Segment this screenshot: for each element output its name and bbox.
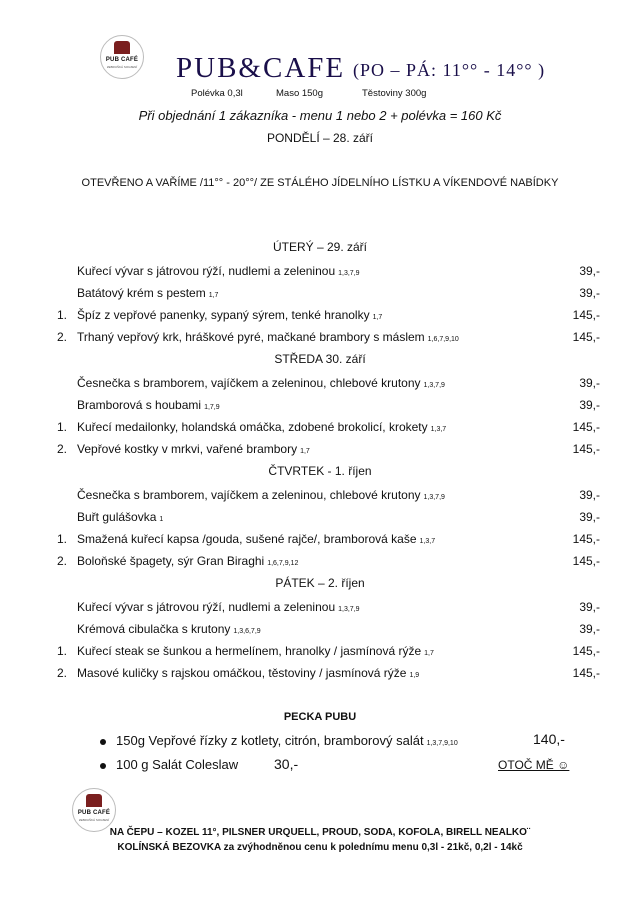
menu-row <box>0 666 640 684</box>
allergens: 1,6,7,9,12 <box>267 560 299 567</box>
item-price: 39,- <box>579 600 600 614</box>
allergens: 1,9 <box>409 672 420 679</box>
menu-row <box>0 398 640 416</box>
item-name-wrap <box>77 420 446 434</box>
item-name: Smažená kuřecí kapsa /gouda, sušené rajče/, bramborová kaše <box>77 532 417 546</box>
menu-row <box>0 554 640 572</box>
menu-row <box>0 532 640 550</box>
item-number: 1. <box>57 644 68 658</box>
item-number: 2. <box>57 442 68 456</box>
item-price: 145,- <box>572 420 600 434</box>
logo-subtext: ZEBRUŠKÁ SOUZENÍ <box>106 65 138 69</box>
pecka-item <box>100 733 458 748</box>
opening-hours: (PO – PÁ: 11°° - 14°° ) <box>353 60 546 80</box>
size-soup: Polévka 0,3l <box>191 88 243 99</box>
menu-row <box>0 600 640 618</box>
item-name-wrap <box>77 398 220 412</box>
item-name-wrap <box>77 510 163 524</box>
item-price: 145,- <box>572 330 600 344</box>
allergens: 1,7 <box>372 314 383 321</box>
item-name-wrap <box>77 666 419 680</box>
menu-offer: Při objednání 1 zákazníka - menu 1 nebo 2 + polévka = 160 Kč <box>138 108 502 123</box>
menu-row <box>0 376 640 394</box>
bullet-icon <box>100 739 106 745</box>
allergens: 1,3,7,9,10 <box>426 740 458 747</box>
size-pasta: Těstoviny 300g <box>362 88 427 99</box>
page-title: PUB&CAFE <box>176 52 346 84</box>
item-number: 1. <box>57 420 68 434</box>
menu-row <box>0 308 640 326</box>
menu-row <box>0 644 640 662</box>
item-name-wrap <box>77 442 310 456</box>
item-name: Buřt gulášovka <box>77 510 157 524</box>
item-price: 145,- <box>572 308 600 322</box>
item-name-wrap <box>77 264 360 278</box>
item-name: Kuřecí vývar s játrovou rýží, nudlemi a zeleninou <box>77 264 336 278</box>
item-number: 2. <box>57 330 68 344</box>
logo-top <box>100 35 144 79</box>
menu-row <box>0 442 640 460</box>
item-price: 39,- <box>579 376 600 390</box>
bullet-icon <box>100 763 106 769</box>
item-name: Kuřecí medailonky, holandská omáčka, zdobené brokolicí, krokety <box>77 420 428 434</box>
menu-row <box>0 420 640 438</box>
item-name: Česnečka s bramborem, vajíčkem a zeleninou, chlebové krutony <box>77 488 421 502</box>
allergens: 1,7 <box>424 650 434 657</box>
allergens: 1,7,9 <box>204 404 220 411</box>
item-name-wrap <box>77 286 218 300</box>
day-monday: PONDĚLÍ – 28. září <box>266 131 374 145</box>
item-name: Česnečka s bramborem, vajíčkem a zeleninou, chlebové krutony <box>77 376 421 390</box>
footer-line-1: NA ČEPU – KOZEL 11°, PILSNER URQUELL, PROUD, SODA, KOFOLA, BIRELL NEALKO¨ <box>109 827 531 838</box>
item-price: 39,- <box>579 398 600 412</box>
footer-line-2: KOLÍNSKÁ BEZOVKA za zvýhodněnou cenu k polednímu menu 0,3l - 21kč, 0,2l - 14kč <box>117 842 523 853</box>
logo-house-icon <box>114 41 130 54</box>
menu-row <box>0 510 640 528</box>
item-name-wrap <box>77 308 382 322</box>
day-title: ÚTERÝ – 29. září <box>272 240 368 254</box>
item-name-wrap <box>77 600 360 614</box>
item-price: 145,- <box>572 644 600 658</box>
menu-row <box>0 622 640 640</box>
item-name-wrap <box>77 488 445 502</box>
item-name: Boloňské špagety, sýr Gran Biraghi <box>77 554 265 568</box>
day-title: PÁTEK – 2. říjen <box>275 576 365 590</box>
item-price: 145,- <box>572 666 600 680</box>
item-name: Kuřecí steak se šunkou a hermelínem, hranolky / jasmínová rýže <box>77 644 422 658</box>
allergens: 1,6,7,9,10 <box>427 336 459 343</box>
allergens: 1,3,7 <box>419 538 436 545</box>
item-price: 39,- <box>579 264 600 278</box>
item-name-wrap <box>77 644 434 658</box>
item-price: 145,- <box>572 532 600 546</box>
item-price: 39,- <box>579 510 600 524</box>
item-name: Špíz z vepřové panenky, sypaný sýrem, tenké hranolky <box>77 308 370 322</box>
allergens: 1,3,7,9 <box>423 382 445 389</box>
item-price: 39,- <box>579 286 600 300</box>
item-name-wrap <box>77 622 261 636</box>
pecka-item-price: 140,- <box>533 731 565 747</box>
day-title: ČTVRTEK - 1. říjen <box>268 464 372 478</box>
pecka-item-name: 100 g Salát Coleslaw <box>116 757 239 772</box>
pecka-item <box>100 757 238 772</box>
allergens: 1,7 <box>208 292 219 299</box>
open-note: OTEVŘENO A VAŘÍME /11°° - 20°°/ ZE STÁLÉHO JÍDELNÍHO LÍSTKU A VÍKENDOVÉ NABÍDKY <box>81 177 559 189</box>
item-name-wrap <box>77 554 298 568</box>
menu-row <box>0 286 640 304</box>
pecka-item-name: 150g Vepřové řízky z kotlety, citrón, bramborový salát <box>116 733 424 748</box>
size-meat: Maso 150g <box>276 88 324 99</box>
allergens: 1,3,7,9 <box>338 270 360 277</box>
item-name: Batátový krém s pestem <box>77 286 206 300</box>
logo-text: PUB CAFÉ <box>77 810 111 816</box>
logo-bottom <box>72 788 116 832</box>
item-name-wrap <box>77 532 435 546</box>
allergens: 1,3,7,9 <box>338 606 360 613</box>
allergens: 1 <box>159 516 164 523</box>
item-name: Kuřecí vývar s játrovou rýží, nudlemi a zeleninou <box>77 600 336 614</box>
menu-row <box>0 264 640 282</box>
item-name-wrap <box>77 330 459 344</box>
item-name: Bramborová s houbami <box>77 398 202 412</box>
menu-row <box>0 488 640 506</box>
allergens: 1,3,7,9 <box>423 494 445 501</box>
item-price: 39,- <box>579 622 600 636</box>
item-number: 2. <box>57 554 68 568</box>
pecka-item-price: 30,- <box>274 756 299 772</box>
allergens: 1,3,7 <box>430 426 447 433</box>
item-number: 1. <box>57 308 68 322</box>
logo-subtext: ZEBRUŠKÁ SOUZENÍ <box>78 818 110 822</box>
allergens: 1,7 <box>300 448 310 455</box>
turn-over-link: OTOČ MĚ ☺ <box>498 758 570 772</box>
item-price: 145,- <box>572 442 600 456</box>
item-number: 2. <box>57 666 68 680</box>
logo-text: PUB CAFÉ <box>105 57 139 63</box>
item-name: Trhaný vepřový krk, hráškové pyré, mačkané brambory s máslem <box>77 330 425 344</box>
item-number: 1. <box>57 532 68 546</box>
day-title: STŘEDA 30. září <box>274 352 366 366</box>
item-name: Vepřové kostky v mrkvi, vařené brambory <box>77 442 298 456</box>
item-name: Masové kuličky s rajskou omáčkou, těstoviny / jasmínová rýže <box>77 666 407 680</box>
menu-row <box>0 330 640 348</box>
item-price: 145,- <box>572 554 600 568</box>
item-price: 39,- <box>579 488 600 502</box>
item-name-wrap <box>77 376 445 390</box>
item-name: Krémová cibulačka s krutony <box>77 622 231 636</box>
logo-house-icon <box>86 794 102 807</box>
pecka-title: PECKA PUBU <box>283 711 357 723</box>
allergens: 1,3,6,7,9 <box>233 628 261 635</box>
